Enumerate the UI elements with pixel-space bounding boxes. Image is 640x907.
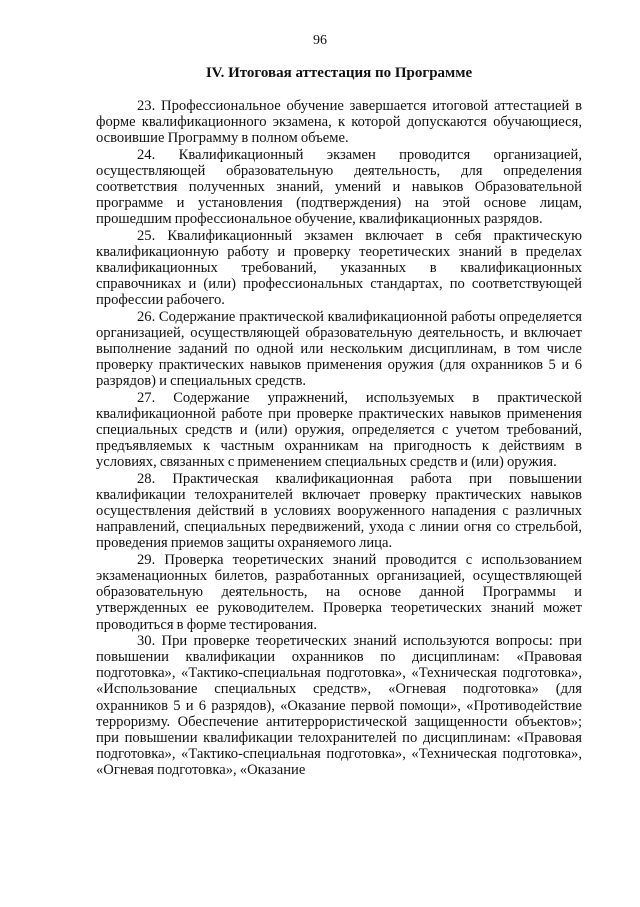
paragraph-25: 25. Квалификационный экзамен включает в себя практическую квалификационную работу и проверку теоретических знаний в пределах квалификационных требований, указанных в квалификационных справочниках и (или) профессиональных стандартах, по соответствующей профессии рабочего. — [96, 227, 582, 309]
paragraph-27: 27. Содержание упражнений, используемых в практической квалификационной работе при проверке практических навыков применения специальных средств и (или) оружия, определяется с учетом требований, предъявляемых к частным охранникам на пригодность к действиям в условиях, связанных с применением специальных средств и (или) оружия. — [96, 389, 582, 471]
section-title: IV. Итоговая аттестация по Программе — [205, 65, 473, 81]
paragraph-23: 23. Профессиональное обучение завершается итоговой аттестацией в форме квалификационного экзамена, к которой допускаются обучающиеся, освоившие Программу в полном объеме. — [96, 98, 582, 147]
paragraph-29: 29. Проверка теоретических знаний проводится с использованием экзаменационных билетов, разработанных организацией, осуществляющей образовательную деятельность, на основе данной Программы и утвержденных ее руководителем. Проверка теоретических знаний может проводиться в форме тестирования. — [96, 551, 582, 633]
paragraph-24: 24. Квалификационный экзамен проводится организацией, осуществляющей образовательную деятельность, для определения соответствия полученных знаний, умений и навыков Образовательной программе и установления (подтверждения) на этой основе лицам, прошедшим профессиональное обучение, квалификационных разрядов. — [96, 146, 582, 228]
paragraph-30: 30. При проверке теоретических знаний используются вопросы: при повышении квалификации охранников по дисциплинам: «Правовая подготовка», «Тактико-специальная подготовка», «Техническая подготовка», «Использование специальных средств», «Огневая подготовка» (для охранников 5 и 6 разрядов), «Оказание первой помощи», «Противодействие терроризму. Обеспечение антитеррористической защищенности объектов»; при повышении квалификации телохранителей по дисциплинам: «Правовая подготовка», «Тактико-специальная подготовка», «Техническая подготовка», «Огневая подготовка», «Оказание — [96, 632, 582, 779]
page-number: 96 — [313, 33, 327, 48]
paragraph-28: 28. Практическая квалификационная работа при повышении квалификации телохранителей включает проверку практических навыков осуществления действий в условиях вооруженного нападения с различных направлений, специальных передвижений, ухода с линии огня со стрельбой, проведения приемов защиты охраняемого лица. — [96, 470, 582, 552]
paragraph-26: 26. Содержание практической квалификационной работы определяется организацией, осуществляющей образовательную деятельность, и включает выполнение заданий по одной или нескольким дисциплинам, в том числе проверку практических навыков применения оружия (для охранников 5 и 6 разрядов) и специальных средств. — [96, 308, 582, 390]
document-body — [96, 98, 582, 779]
